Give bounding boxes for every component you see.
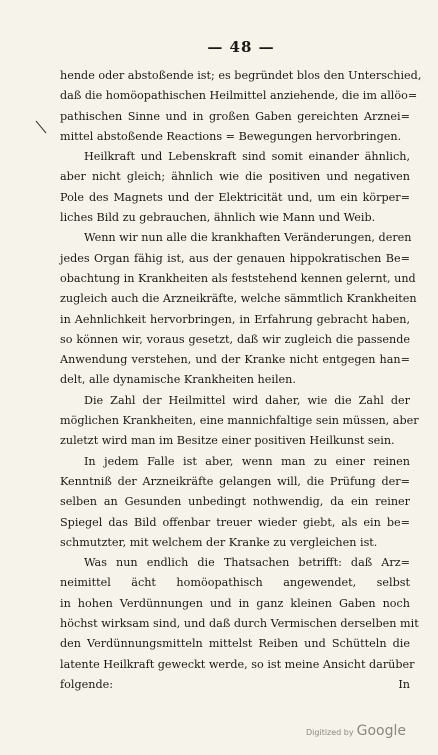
- text-line: neimittel ächt homöopathisch angewendet, selbst: [60, 576, 410, 590]
- final-line-text: folgende:: [60, 677, 113, 691]
- text-line: obachtung in Krankheiten als feststehend kennen gelernt, und: [60, 271, 416, 285]
- paragraph-2: [60, 147, 410, 228]
- text-line: den Verdünnungsmitteln mittelst Reiben und Schütteln die: [60, 637, 410, 651]
- page-number: — 48 —: [207, 38, 275, 56]
- catchword: In: [398, 677, 410, 691]
- text-line: zugleich auch die Arzneikräfte, welche sämmtlich Krankheiten: [60, 292, 417, 306]
- text-line: Kenntniß der Arzneikräfte gelangen will, die Prüfung der=: [60, 474, 410, 488]
- watermark-brand: Google: [356, 723, 406, 739]
- text-line: latente Heilkraft geweckt werde, so ist meine Ansicht darüber: [60, 657, 415, 671]
- text-line: in hohen Verdünnungen und in ganz kleinen Gaben noch: [60, 596, 410, 610]
- text-line: Heilkraft und Lebenskraft sind somit einander ähnlich,: [84, 150, 410, 164]
- text-line: Was nun endlich die Thatsachen betrifft: daß Arz=: [84, 556, 410, 570]
- paragraph-3: [60, 228, 417, 390]
- text-line: Spiegel das Bild offenbar treuer wieder giebt, als ein be=: [60, 515, 410, 529]
- text-line: pathischen Sinne und in großen Gaben gereichten Arznei=: [60, 109, 410, 123]
- body-text: [60, 66, 422, 695]
- watermark-prefix: Digitized by: [306, 728, 354, 737]
- digitization-watermark: [306, 720, 406, 739]
- last-line-row: [60, 675, 410, 695]
- text-line: zuletzt wird man im Besitze einer positiven Heilkunst sein.: [60, 434, 395, 448]
- text-line: liches Bild zu gebrauchen, ähnlich wie Mann und Weib.: [60, 211, 376, 225]
- margin-pencil-mark: [35, 120, 47, 134]
- text-line: möglichen Krankheiten, eine mannichfaltige sein müssen, aber: [60, 414, 419, 428]
- text-line: so können wir, voraus gesetzt, daß wir zugleich die passende: [60, 332, 410, 346]
- text-line: Pole des Magnets und der Elektricität und, um ein körper=: [60, 190, 410, 204]
- paragraph-4: [60, 391, 419, 452]
- text-line: aber nicht gleich; ähnlich wie die positiven und negativen: [60, 170, 410, 184]
- text-line: selben an Gesunden unbedingt nothwendig, da ein reiner: [60, 495, 410, 509]
- paragraph-1: [60, 66, 422, 147]
- text-line: Anwendung verstehen, und der Kranke nicht entgegen han=: [60, 353, 410, 367]
- text-line: schmutzter, mit welchem der Kranke zu vergleichen ist.: [60, 535, 378, 549]
- text-line: Die Zahl der Heilmittel wird daher, wie die Zahl der: [84, 393, 410, 407]
- text-line: delt, alle dynamische Krankheiten heilen.: [60, 373, 296, 387]
- paragraph-6: [60, 553, 419, 675]
- text-line: hende oder abstoßende ist; es begründet blos den Unterschied,: [60, 69, 422, 82]
- text-line: Wenn wir nun alle die krankhaften Veränderungen, deren: [84, 231, 412, 245]
- text-line: mittel abstoßende Reactions = Bewegungen hervorbringen.: [60, 129, 402, 143]
- text-line: jedes Organ fähig ist, aus der genauen hippokratischen Be=: [60, 251, 410, 265]
- text-line: In jedem Falle ist aber, wenn man zu einer reinen: [84, 454, 410, 468]
- paragraph-5: [60, 452, 410, 553]
- text-line: in Aehnlichkeit hervorbringen, in Erfahrung gebracht haben,: [60, 312, 410, 326]
- text-line: daß die homöopathischen Heilmittel anziehende, die im allöo=: [60, 89, 418, 103]
- text-line: höchst wirksam sind, und daß durch Vermischen derselben mit: [60, 617, 419, 631]
